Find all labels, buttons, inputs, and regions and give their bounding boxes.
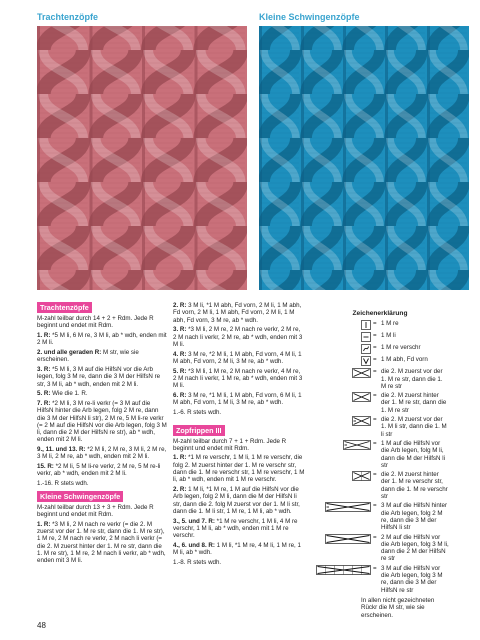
instruction-paragraph <box>173 302 305 324</box>
row-label: 1. R: <box>173 454 187 462</box>
instruction-paragraph <box>37 504 167 519</box>
row-label: 3. R: <box>37 365 51 373</box>
equals-sign: = <box>373 392 377 400</box>
instruction-paragraph <box>173 518 305 540</box>
legend-item-text: die 2. M zuerst vor der 1. M li str, dann die 1. M li str <box>381 416 447 438</box>
equals-sign: = <box>373 332 377 340</box>
row-text: M-zahl teilbar durch 13 + 3 + Rdm. Jede R beginnt und endet mit Rdm. <box>37 503 154 519</box>
row-text: *1 M re verschr, 1 M li, 1 M re verschr, die folg 2. M zuerst hinter der 1. M re verschr str, dann die 1. M re verschr str, 1 M re verschr, 1 M li, ab * wdh, enden mit 1 M re verschr. <box>173 454 305 484</box>
stitch-symbol-icon <box>311 356 373 366</box>
legend-item-text: 1 M auf die HilfsN vor die Arb legen, folg M li, dann die M der HilfsN li str <box>381 439 445 469</box>
equals-sign: = <box>373 471 377 479</box>
column-2 <box>173 302 305 569</box>
legend-item-text: 2 M auf die HilfsN vor die Arb legen, folg 3 M li, dann die 2 M der HilfsN re str <box>381 533 449 563</box>
stitch-symbol-icon <box>311 392 373 402</box>
instruction-paragraph <box>37 315 167 330</box>
legend-item-text: die 2. M zuerst hinter der 1. M re str, dann die 1. M re str <box>381 392 447 414</box>
instruction-paragraph <box>37 366 167 388</box>
instruction-paragraph <box>173 351 305 366</box>
legend-item <box>311 320 449 330</box>
stitch-symbol-icon <box>311 502 373 512</box>
legend-item-text: 1 M re <box>381 320 399 328</box>
legend-list <box>311 320 449 594</box>
instructions-trachtenzoepfe <box>37 315 167 487</box>
equals-sign: = <box>373 502 377 510</box>
row-text: M-zahl teilbar durch 7 + 1 + Rdm. Jede R beginnt und endet mit Rdm. <box>173 437 287 452</box>
legend-item <box>311 471 449 500</box>
row-label: 9., 11. und 13. R: <box>37 446 86 454</box>
instruction-paragraph <box>173 542 305 557</box>
photo-trachtenzoepfe <box>37 26 247 290</box>
instruction-paragraph <box>173 438 305 453</box>
legend-item-text: 1 M li <box>381 332 396 340</box>
row-text: 1.-16. R stets wdh. <box>37 480 89 488</box>
instruction-paragraph <box>173 559 305 566</box>
legend-note: In allen nicht gezeichneten Rückr die M str, wie sie erscheinen. <box>361 596 435 619</box>
equals-sign: = <box>373 533 377 541</box>
instruction-paragraph <box>37 480 167 487</box>
row-label: 2. R: <box>173 486 187 494</box>
instruction-paragraph <box>173 368 305 390</box>
row-label: 3., 5. und 7. R: <box>173 517 215 525</box>
section-heading-trachtenzoepfe: Trachtenzöpfe <box>37 302 92 313</box>
legend-item <box>311 534 449 563</box>
column-1 <box>37 302 167 567</box>
row-label: 2. und alle geraden R: <box>37 348 102 356</box>
row-text: 1.-6. R stets wdh. <box>173 408 222 416</box>
row-text: 1 M li, *1 M re, 4 M li, 1 M re, 1 M li, ab * wdh. <box>173 541 301 557</box>
stitch-symbol-icon <box>311 565 373 575</box>
instruction-paragraph <box>37 332 167 347</box>
row-label: 3. R: <box>173 326 187 334</box>
page-number: 48 <box>37 621 46 630</box>
section-heading-schwingenzoepfe: Kleine Schwingenzöpfe <box>37 491 123 502</box>
instruction-paragraph <box>37 390 167 397</box>
stitch-symbol-icon <box>311 534 373 544</box>
row-text: *3 M li, 2 M nach re verkr (= die 2. M zuerst vor der 1. M re str, dann die 1. M re str), 1 M re, 2 M nach re verkr, 2 M nach li verkr (= die 2. M zuerst hinter der 1. M re str, dann die 1. M re str), 1 M re, 2 M nach li verkr, ab * wdh, enden mit 3 M li. <box>37 520 166 565</box>
legend-item <box>311 368 449 390</box>
instruction-paragraph <box>173 326 305 348</box>
instructions-schwingenzoepfe-cont <box>173 302 305 416</box>
knit-swatch-blue <box>259 26 469 290</box>
row-text: 1 M li, *1 M re, 1 M auf die HilfsN vor die Arb legen, folg 2 M li, dann die M der HilfsN li str, dann die 2. folg M zuerst vor der 1. M li str, dann die 1. M li str, 1 M re, 1 M li, ab * wdh. <box>173 486 300 515</box>
equals-sign: = <box>373 344 377 352</box>
row-text: *3 M li, 2 M re, 2 M nach re verkr, 2 M re, 2 M nach li verkr, 2 M re, ab * wdh, enden mit 3 M li. <box>173 326 303 348</box>
equals-sign: = <box>373 564 377 572</box>
row-label: 5. R: <box>37 390 51 398</box>
row-text: M-zahl teilbar durch 14 + 2 + Rdm. Jede R beginnt und endet mit Rdm. <box>37 315 154 330</box>
instructions-zopfrippen <box>173 438 305 567</box>
instruction-paragraph <box>37 400 167 444</box>
row-text: *2 M li, 3 M re-li verkr (= 3 M auf die HilfsN hinter die Arb legen, folg 2 M re, dann die 3 M der HilfsN li str), 2 M re, 5 M li-re verkr (= 2 M auf die HilfsN vor die Arb legen, folg 3 M li, dann die 2 M der HilfsN re str), ab * wdh, enden mit 2 M li. <box>37 399 167 444</box>
row-text: 1.-8. R stets wdh. <box>173 558 222 566</box>
row-label: 2. R: <box>173 302 187 309</box>
row-text: *2 M li, 5 M li-re verkr, 2 M re, 5 M re-li verkr, ab * wdh, enden mit 2 M li. <box>37 463 161 478</box>
legend-item-text: die 2. M zuerst vor der 1. M re str, dann die 1. M re str <box>381 368 443 390</box>
legend-item <box>311 332 449 342</box>
photo-title-trachtenzoepfe: Trachtenzöpfe <box>37 12 99 22</box>
row-text: *3 M li, 1 M re, 2 M nach re verkr, 4 M re, 2 M nach li verkr, 1 M re, ab * wdh, enden mit 3 M li. <box>173 367 303 390</box>
legend-item <box>311 344 449 354</box>
row-label: 4., 6. und 8. R: <box>173 541 215 549</box>
stitch-symbol-icon <box>311 416 373 426</box>
photo-title-schwingenzoepfe: Kleine Schwingenzöpfe <box>259 12 360 22</box>
legend-item <box>311 565 449 594</box>
legend-item <box>311 416 449 438</box>
row-text: *5 M li, 3 M auf die HilfsN vor die Arb legen, folg 3 M re, dann die 3 M der HilfsN re str, 3 M li, ab * wdh, enden mit 2 M li. <box>37 365 161 388</box>
row-label: 1. R: <box>37 331 51 339</box>
legend-item <box>311 356 449 366</box>
instructions-schwingenzoepfe <box>37 504 167 565</box>
legend-title: Zeichenerklärung <box>352 310 408 317</box>
row-label: 5. R: <box>173 367 187 375</box>
row-label: 4. R: <box>173 350 187 358</box>
row-text: M str, wie sie erscheinen. <box>37 348 139 364</box>
legend <box>311 310 449 621</box>
photo-schwingenzoepfe <box>259 26 469 290</box>
stitch-symbol-icon <box>311 332 373 342</box>
row-text: *1 M re verschr, 1 M li, 4 M re verschr, 1 M li, ab * wdh, enden mit 1 M re verschr. <box>173 517 298 540</box>
equals-sign: = <box>373 439 377 447</box>
legend-item-text: 3 M auf die HilfsN vor die Arb legen, folg 3 M re, dann die 3 M der HilfsN re str <box>381 564 443 594</box>
instruction-paragraph <box>173 486 305 515</box>
instruction-paragraph <box>37 463 167 478</box>
instruction-paragraph <box>37 521 167 565</box>
legend-item <box>311 502 449 531</box>
row-text: 3 M re, *1 M li, 1 M abh, Fd vorn, 6 M li, 1 M abh, Fd vorn, 1 M li, 3 M re, ab * wdh. <box>173 391 302 407</box>
row-text: 3 M li, *1 M abh, Fd vorn, 2 M li, 1 M abh, Fd vorn, 2 M li, 1 M abh, Fd vorn, 2 M li, 1 M abh, Fd vorn, 3 M re, ab * wdh. <box>173 302 302 324</box>
equals-sign: = <box>373 368 377 376</box>
legend-item <box>311 392 449 414</box>
row-text: *2 M li, 2 M re, 3 M li, 2 M re, 3 M li, 2 M re, ab * wdh, enden mit 2 M li. <box>37 446 167 461</box>
equals-sign: = <box>373 416 377 424</box>
instruction-paragraph <box>173 409 305 416</box>
knit-swatch-pink <box>37 26 247 290</box>
stitch-symbol-icon <box>311 368 373 378</box>
stitch-symbol-icon <box>311 440 373 450</box>
stitch-symbol-icon <box>311 320 373 330</box>
instruction-paragraph <box>173 392 305 407</box>
row-label: 1. R: <box>37 520 51 528</box>
row-text: *5 M li, 6 M re, 3 M li, ab * wdh, enden mit 2 M li. <box>37 331 167 347</box>
section-heading-zopfrippen: Zopfrippen III <box>173 425 225 436</box>
instruction-paragraph <box>37 446 167 461</box>
row-text: Wie die 1. R. <box>50 390 88 398</box>
row-label: 7. R: <box>37 399 51 407</box>
row-label: 15. R: <box>37 463 54 471</box>
stitch-symbol-icon <box>311 471 373 481</box>
legend-item-text: 3 M auf die HilfsN hinter die Arb legen, folg 2 M re, dann die 3 M der HilfsN li str <box>381 502 448 532</box>
legend-item-text: die 2. M zuerst hinter der 1. M re verschr str, dann die 1. M re verschr str <box>381 471 448 501</box>
equals-sign: = <box>373 356 377 364</box>
row-text: 3 M re, *2 M li, 1 M abh, Fd vorn, 4 M li, 1 M abh, Fd vorn, 2 M li, 3 M re, ab * wdh. <box>173 350 302 365</box>
stitch-symbol-icon <box>311 344 373 354</box>
row-label: 6. R: <box>173 391 187 399</box>
legend-item <box>311 440 449 469</box>
instruction-paragraph <box>37 349 167 364</box>
legend-item-text: 1 M abh, Fd vorn <box>381 356 428 364</box>
equals-sign: = <box>373 320 377 328</box>
instruction-paragraph <box>173 454 305 483</box>
legend-item-text: 1 M re verschr <box>381 344 421 352</box>
